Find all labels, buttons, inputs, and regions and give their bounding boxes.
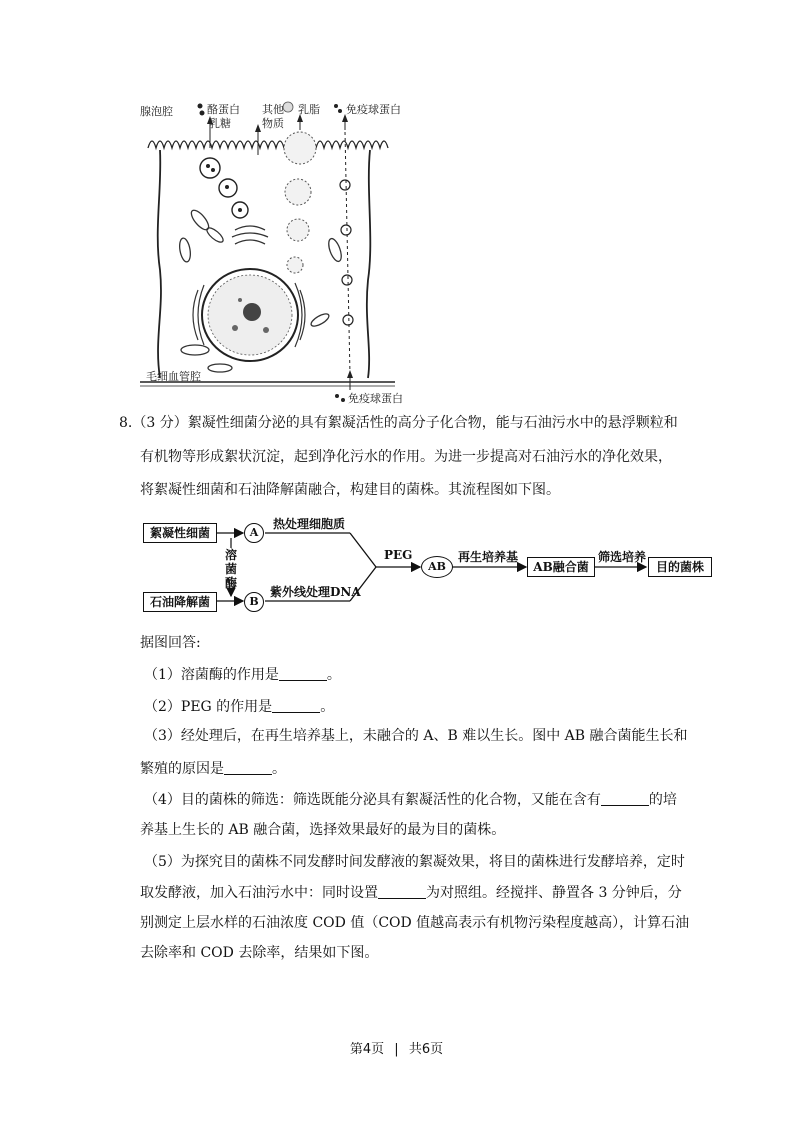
q2-end: 。	[320, 699, 335, 715]
q3-blank[interactable]	[224, 760, 272, 775]
label-immunoglobulin-bottom: 免疫球蛋白	[348, 392, 403, 405]
q1-prompt: （1）溶菌酶的作用是	[144, 667, 279, 683]
label-regeneration-medium: 再生培养基	[458, 550, 519, 564]
label-peg: PEG	[384, 548, 413, 562]
q4-prompt: （4）目的菌株的筛选：筛选既能分泌具有絮凝活性的化合物，又能在含有	[144, 792, 601, 808]
q2-prompt: （2）PEG 的作用是	[144, 699, 273, 715]
box-flocculant-bacteria: 絮凝性细菌	[143, 523, 217, 543]
box-ab-fusion: AB融合菌	[527, 557, 595, 577]
q5-prompt: 取发酵液，加入石油污水中：同时设置	[140, 885, 378, 901]
label-milkfat: 乳脂	[298, 103, 320, 116]
q4-line1	[144, 790, 677, 810]
label-gland-lumen: 腺泡腔	[140, 105, 173, 118]
q5-rest: 为对照组。经搅拌、静置各 3 分钟后，分	[426, 885, 682, 901]
page-footer	[0, 1038, 793, 1057]
q1-blank[interactable]	[279, 666, 327, 681]
circle-a: A	[244, 523, 264, 543]
q1-end: 。	[326, 667, 341, 683]
page-number: 第4页	[349, 1042, 385, 1057]
label-heat-treat: 热处理细胞质	[273, 517, 346, 531]
cell-figure	[140, 100, 403, 405]
label-uv-treat: 紫外线处理DNA	[270, 585, 361, 599]
lysozyme-char-3: 酶	[224, 576, 237, 590]
box-target-strain: 目的菌株	[648, 557, 712, 577]
q4-line2: 养基上生长的 AB 融合菌，选择效果最好的最为目的菌株。	[140, 822, 506, 838]
circle-ab: AB	[421, 556, 453, 578]
label-substance: 物质	[262, 117, 284, 130]
q2	[144, 697, 334, 717]
q4-end: 的培	[648, 792, 677, 808]
q1	[144, 665, 341, 685]
lysozyme-char-1: 溶	[224, 548, 237, 562]
q5-blank[interactable]	[378, 884, 426, 899]
label-screening-culture: 筛选培养	[598, 550, 647, 564]
label-capillary-lumen: 毛细血管腔	[146, 370, 201, 383]
q3-prompt: 繁殖的原因是	[140, 761, 224, 777]
flowchart	[140, 512, 730, 617]
question8-line3: 将絮凝性细菌和石油降解菌融合，构建目的菌株。其流程图如下图。	[140, 482, 560, 498]
label-immunoglobulin-top: 免疫球蛋白	[346, 103, 401, 116]
q5-line3: 别测定上层水样的石油浓度 COD 值（COD 值越高表示有机物污染程度越高），计算石油	[140, 915, 690, 931]
q5-line2	[140, 883, 682, 903]
q2-blank[interactable]	[272, 698, 320, 713]
label-other: 其他	[262, 103, 284, 116]
page-total: 共6页	[408, 1042, 444, 1057]
question8-line1: 8.（3 分）絮凝性细菌分泌的具有絮凝活性的高分子化合物，能与石油污水中的悬浮颗粒和	[119, 415, 678, 431]
q3-line1: （3）经处理后，在再生培养基上，未融合的 A、B 难以生长。图中 AB 融合菌能生长和	[144, 728, 688, 744]
box-oil-degrading-bacteria: 石油降解菌	[143, 592, 217, 612]
mammary-cell-diagram	[140, 100, 400, 405]
lysozyme-char-2: 菌	[224, 562, 237, 576]
circle-b: B	[244, 592, 264, 612]
q5-line1: （5）为探究目的菌株不同发酵时间发酵液的絮凝效果，将目的菌株进行发酵培养，定时	[144, 854, 685, 870]
label-casein: 酪蛋白	[207, 103, 240, 116]
question8-line2: 有机物等形成絮状沉淀，起到净化污水的作用。为进一步提高对石油污水的净化效果，	[140, 449, 672, 465]
answer-intro: 据图回答:	[140, 635, 201, 651]
q3-end: 。	[272, 761, 286, 777]
q4-blank[interactable]	[601, 791, 649, 806]
q5-line4: 去除率和 COD 去除率，结果如下图。	[140, 945, 379, 961]
label-lactose: 乳糖	[209, 117, 231, 130]
footer-separator: |	[394, 1042, 399, 1057]
q3-line2	[140, 759, 286, 779]
